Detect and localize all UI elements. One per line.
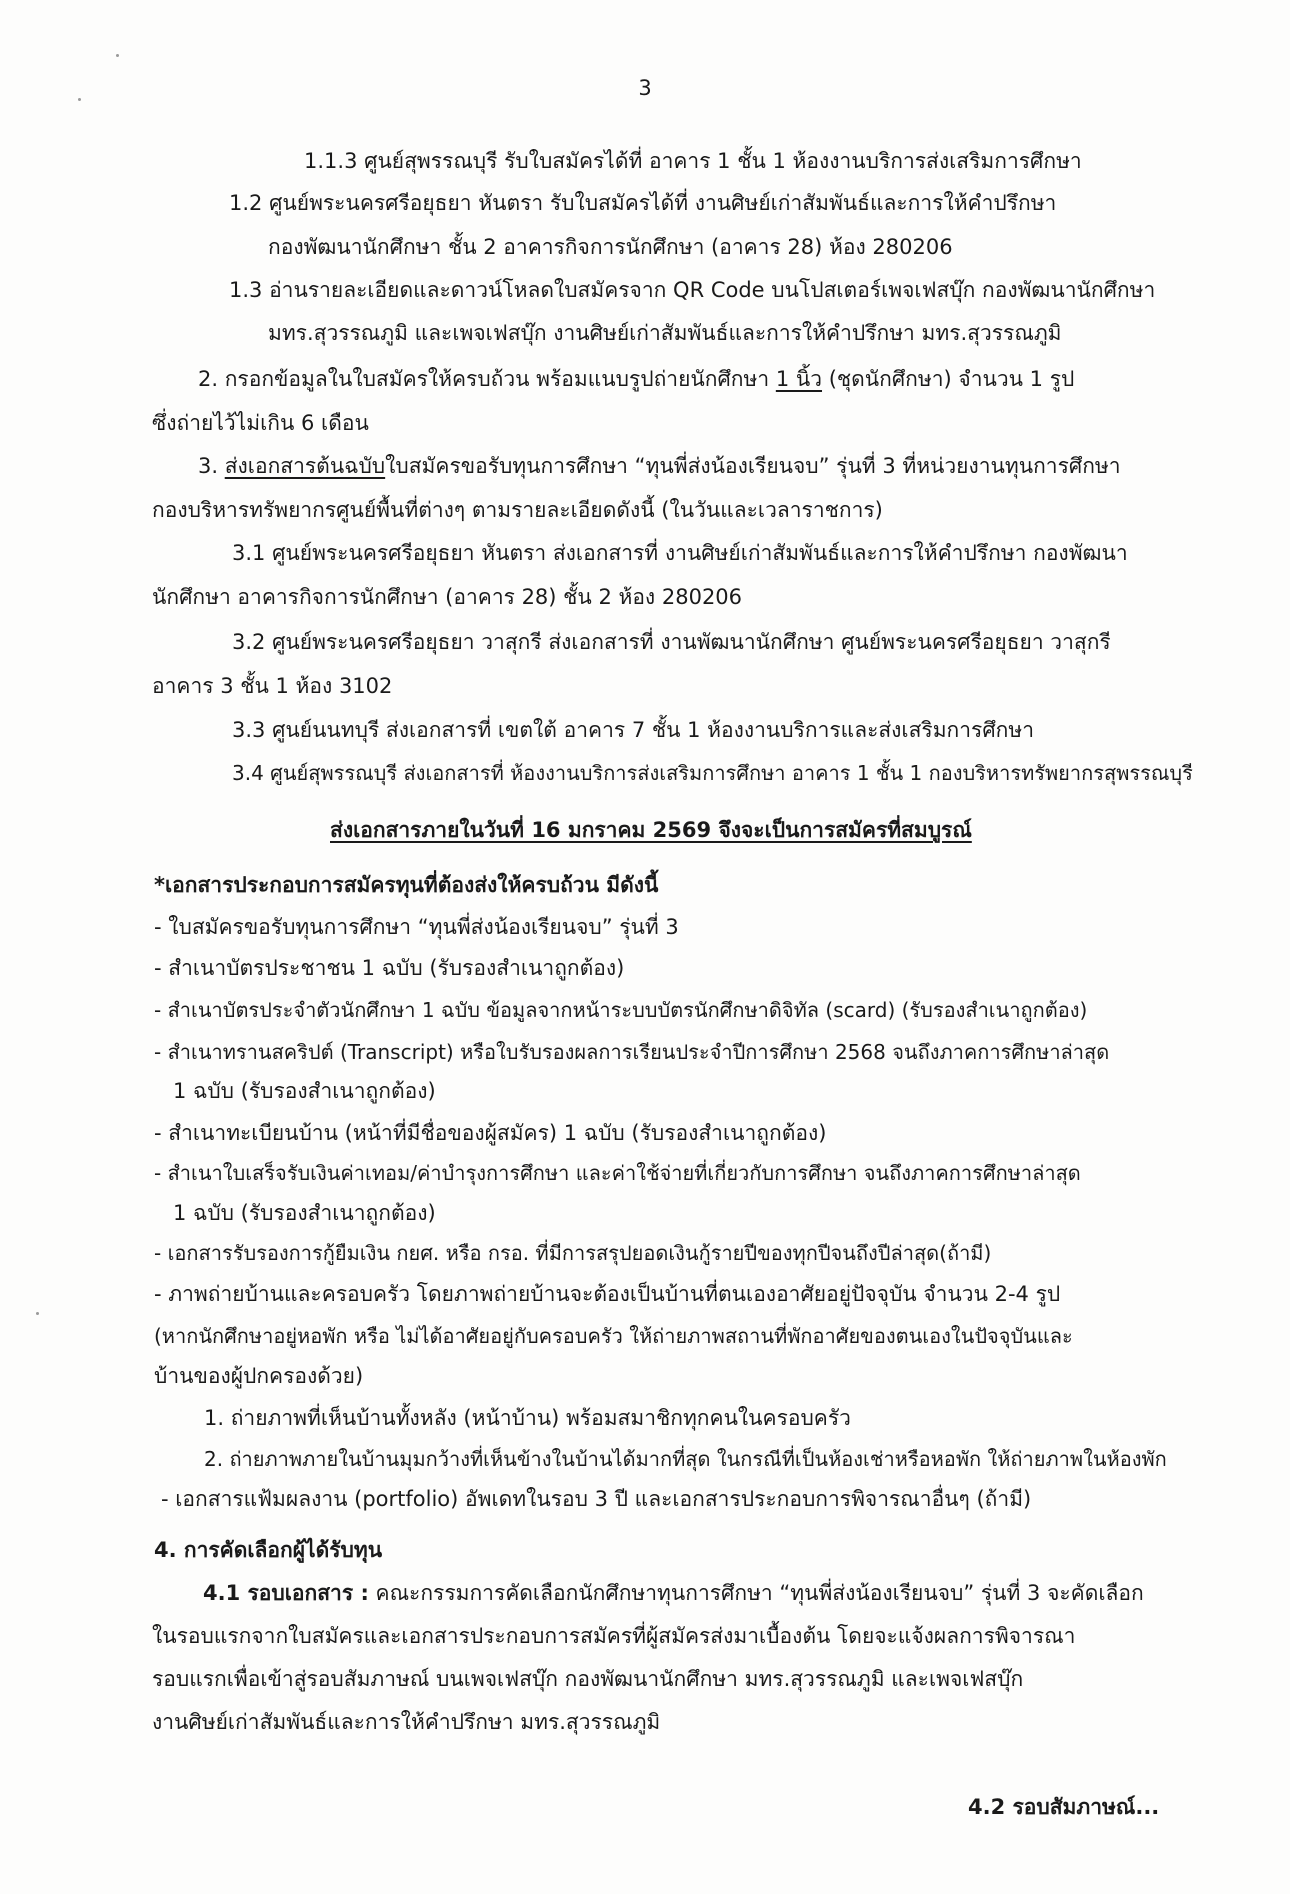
body-line: 3.1 ศูนย์พระนครศรีอยุธยา หันตรา ส่งเอกสารที่ งานศิษย์เก่าสัมพันธ์และการให้คำปรึกษา กองพัฒนา — [232, 541, 1128, 565]
body-line: 1.1.3 ศูนย์สุพรรณบุรี รับใบสมัครได้ที่ อาคาร 1 ชั้น 1 ห้องงานบริการส่งเสริมการศึกษา — [304, 149, 1082, 173]
body-line: 3.4 ศูนย์สุพรรณบุรี ส่งเอกสารที่ ห้องงานบริการส่งเสริมการศึกษา อาคาร 1 ชั้น 1 กองบริหารทรัพยากรสุพรรณบุรี — [232, 761, 1193, 785]
list-item-cont: บ้านของผู้ปกครองด้วย) — [154, 1364, 364, 1388]
sub-item: 2. ถ่ายภาพภายในบ้านมุมกว้างที่เห็นข้างในบ้านได้มากที่สุด ในกรณีที่เป็นห้องเช่าหรือหอพัก ให้ถ่ายภาพในห้องพัก — [204, 1447, 1167, 1471]
scan-speck — [36, 1312, 39, 1315]
list-item: - สำเนาบัตรประชาชน 1 ฉบับ (รับรองสำเนาถูกต้อง) — [154, 956, 625, 980]
body-line — [203, 1578, 1144, 1608]
sub-item: 1. ถ่ายภาพที่เห็นบ้านทั้งหลัง (หน้าบ้าน) พร้อมสมาชิกทุกคนในครอบครัว — [204, 1406, 851, 1430]
section-heading: 4. การคัดเลือกผู้ได้รับทุน — [154, 1538, 383, 1562]
list-item: - เอกสารรับรองการกู้ยืมเงิน กยศ. หรือ กรอ. ที่มีการสรุปยอดเงินกู้รายปีของทุกปีจนถึงปีล่าสุด(ถ้ามี) — [154, 1241, 992, 1265]
body-line — [198, 451, 1121, 481]
body-line — [198, 364, 1074, 394]
body-line: 3.2 ศูนย์พระนครศรีอยุธยา วาสุกรี ส่งเอกสารที่ งานพัฒนานักศึกษา ศูนย์พระนครศรีอยุธยา วาสุกรี — [232, 630, 1111, 654]
list-item-cont: (หากนักศึกษาอยู่หอพัก หรือ ไม่ได้อาศัยอยู่กับครอบครัว ให้ถ่ายภาพสถานที่พักอาศัยของตนเองในปัจจุบันและ — [154, 1324, 1073, 1348]
list-item: - เอกสารแฟ้มผลงาน (portfolio) อัพเดทในรอบ 3 ปี และเอกสารประกอบการพิจารณาอื่นๆ (ถ้ามี) — [161, 1487, 1032, 1511]
body-line: มทร.สุวรรณภูมิ และเพจเฟสบุ๊ก งานศิษย์เก่าสัมพันธ์และการให้คำปรึกษา มทร.สุวรรณภูมิ — [268, 321, 1062, 345]
round-label: 4.1 รอบเอกสาร : — [203, 1581, 369, 1605]
list-item: - ภาพถ่ายบ้านและครอบครัว โดยภาพถ่ายบ้านจะต้องเป็นบ้านที่ตนเองอาศัยอยู่ปัจจุบัน จำนวน 2-4 รูป — [154, 1282, 1061, 1306]
body-line: 1.2 ศูนย์พระนครศรีอยุธยา หันตรา รับใบสมัครได้ที่ งานศิษย์เก่าสัมพันธ์และการให้คำปรึกษา — [229, 191, 1057, 215]
body-line: รอบแรกเพื่อเข้าสู่รอบสัมภาษณ์ บนเพจเฟสบุ๊ก กองพัฒนานักศึกษา มทร.สุวรรณภูมิ และเพจเฟสบุ๊ก — [152, 1667, 1024, 1691]
list-item: - สำเนาใบเสร็จรับเงินค่าเทอม/ค่าบำรุงการศึกษา และค่าใช้จ่ายที่เกี่ยวกับการศึกษา จนถึงภาคการศึกษาล่าสุด — [154, 1161, 1081, 1185]
page-number: 3 — [638, 76, 652, 100]
body-line: กองบริหารทรัพยากรศูนย์พื้นที่ต่างๆ ตามรายละเอียดดังนี้ (ในวันและเวลาราชการ) — [152, 498, 883, 522]
scan-speck — [116, 54, 119, 57]
original-docs-underlined: ส่งเอกสารต้นฉบับ — [224, 454, 386, 478]
list-item-cont: 1 ฉบับ (รับรองสำเนาถูกต้อง) — [173, 1201, 436, 1225]
body-line: งานศิษย์เก่าสัมพันธ์และการให้คำปรึกษา มทร.สุวรรณภูมิ — [152, 1710, 661, 1734]
photo-size-underlined: 1 นิ้ว — [775, 367, 823, 391]
body-line: 3.3 ศูนย์นนทบุรี ส่งเอกสารที่ เขตใต้ อาคาร 7 ชั้น 1 ห้องงานบริการและส่งเสริมการศึกษา — [232, 718, 1035, 742]
list-item: - สำเนาบัตรประจำตัวนักศึกษา 1 ฉบับ ข้อมูลจากหน้าระบบบัตรนักศึกษาดิจิทัล (scard) (รับรองสำเนาถูกต้อง) — [154, 998, 1088, 1022]
body-line: อาคาร 3 ชั้น 1 ห้อง 3102 — [152, 674, 393, 698]
body-line: ในรอบแรกจากใบสมัครและเอกสารประกอบการสมัครที่ผู้สมัครส่งมาเบื้องต้น โดยจะแจ้งผลการพิจารณา — [152, 1624, 1076, 1648]
line-text: 2. กรอกข้อมูลในใบสมัครให้ครบถ้วน พร้อมแนบรูปถ่ายนักศึกษา — [198, 367, 776, 391]
continuation-marker: 4.2 รอบสัมภาษณ์... — [968, 1795, 1160, 1819]
list-item: - ใบสมัครขอรับทุนการศึกษา “ทุนพี่ส่งน้องเรียนจบ” รุ่นที่ 3 — [154, 915, 679, 939]
list-item: - สำเนาทะเบียนบ้าน (หน้าที่มีชื่อของผู้สมัคร) 1 ฉบับ (รับรองสำเนาถูกต้อง) — [154, 1121, 827, 1145]
documents-heading: *เอกสารประกอบการสมัครทุนที่ต้องส่งให้ครบถ้วน มีดังนี้ — [154, 873, 659, 897]
line-text: ใบสมัครขอรับทุนการศึกษา “ทุนพี่ส่งน้องเรียนจบ” รุ่นที่ 3 ที่หน่วยงานทุนการศึกษา — [385, 454, 1121, 478]
line-text: คณะกรรมการคัดเลือกนักศึกษาทุนการศึกษา “ทุนพี่ส่งน้องเรียนจบ” รุ่นที่ 3 จะคัดเลือก — [368, 1581, 1144, 1605]
body-line: นักศึกษา อาคารกิจการนักศึกษา (อาคาร 28) ชั้น 2 ห้อง 280206 — [152, 585, 743, 609]
body-line: 1.3 อ่านรายละเอียดและดาวน์โหลดใบสมัครจาก QR Code บนโปสเตอร์เพจเฟสบุ๊ก กองพัฒนานักศึกษา — [229, 278, 1156, 302]
line-text: (ชุดนักศึกษา) จำนวน 1 รูป — [822, 367, 1075, 391]
line-text: 3. — [198, 454, 225, 478]
deadline-notice: ส่งเอกสารภายในวันที่ 16 มกราคม 2569 จึงจะเป็นการสมัครที่สมบูรณ์ — [330, 818, 972, 842]
body-line: กองพัฒนานักศึกษา ชั้น 2 อาคารกิจการนักศึกษา (อาคาร 28) ห้อง 280206 — [268, 235, 953, 259]
list-item: - สำเนาทรานสคริปต์ (Transcript) หรือใบรับรองผลการเรียนประจำปีการศึกษา 2568 จนถึงภาคการศึกษาล่าสุด — [154, 1040, 1110, 1064]
body-line: ซึ่งถ่ายไว้ไม่เกิน 6 เดือน — [152, 411, 369, 435]
list-item-cont: 1 ฉบับ (รับรองสำเนาถูกต้อง) — [173, 1079, 436, 1103]
